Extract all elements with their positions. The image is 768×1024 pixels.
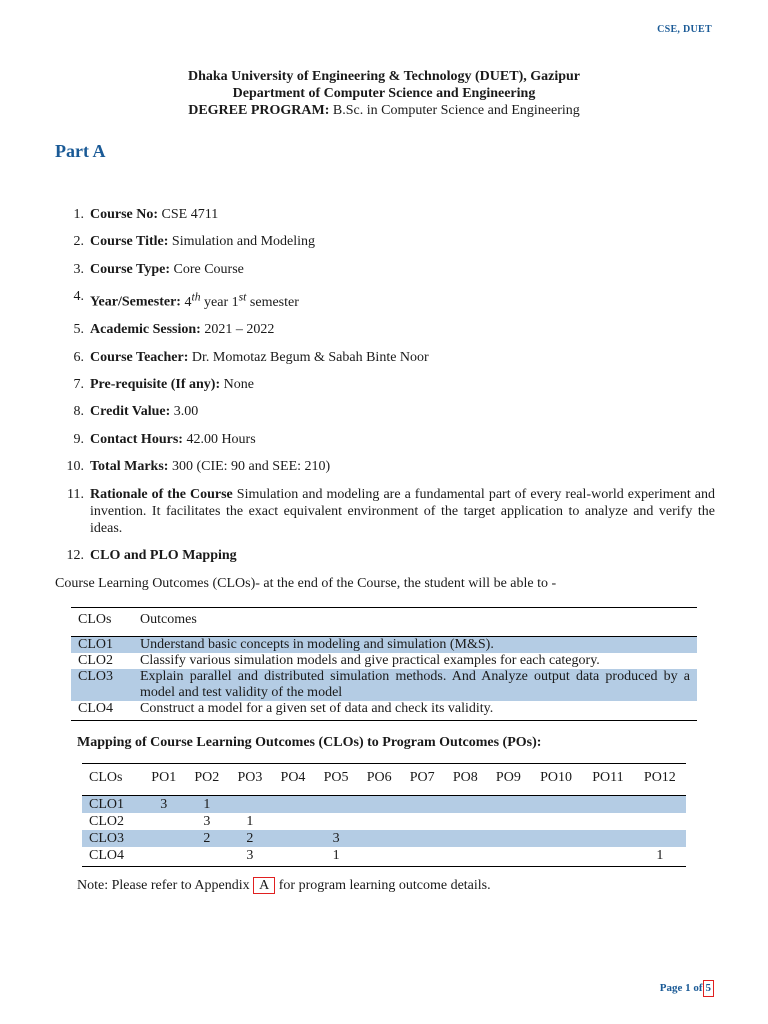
- item-label: Credit Value:: [90, 404, 171, 420]
- item-number: 6.: [73, 349, 84, 365]
- po-cell: [487, 796, 530, 814]
- item-label: Rationale of the Course: [90, 486, 233, 502]
- item-value: Core Course: [173, 261, 244, 277]
- po-header-cell: PO9: [487, 764, 530, 796]
- po-header-cell: PO7: [401, 764, 444, 796]
- list-item: [55, 376, 715, 393]
- po-cell: [185, 847, 228, 867]
- degree-value: B.Sc. in Computer Science and Engineering: [332, 103, 580, 118]
- department-name: Department of Computer Science and Engineering: [232, 86, 536, 101]
- table-row: [82, 813, 686, 830]
- university-name: Dhaka University of Engineering & Technology (DUET), Gazipur: [187, 69, 581, 84]
- po-cell: [444, 813, 487, 830]
- po-cell: CLO2: [89, 814, 124, 829]
- degree-program: [0, 102, 768, 119]
- clo-header-outcome: Outcomes: [133, 608, 697, 637]
- po-cell: [634, 830, 686, 847]
- item-number: 3.: [73, 261, 84, 277]
- item-number: 2.: [73, 234, 84, 250]
- po-cell: [358, 847, 401, 867]
- po-header-cell: CLOs: [82, 764, 142, 796]
- po-header-cell: PO11: [582, 764, 634, 796]
- clo-code: CLO1: [71, 637, 133, 654]
- item-number: 9.: [73, 431, 84, 447]
- po-cell: [142, 813, 185, 830]
- header-tag: CSE, DUET: [657, 24, 712, 35]
- po-cell: 3: [203, 814, 211, 829]
- po-cell: [582, 813, 634, 830]
- po-cell: [530, 796, 582, 814]
- degree-label: DEGREE PROGRAM:: [188, 103, 330, 118]
- table-row: [71, 653, 697, 669]
- clo-outcome: Understand basic concepts in modeling and simulation (M&S).: [133, 637, 697, 654]
- po-cell: [444, 847, 487, 867]
- item-value: CSE 4711: [161, 207, 219, 222]
- po-cell: [530, 813, 582, 830]
- clo-code: CLO3: [71, 669, 133, 701]
- course-info-list: [55, 206, 715, 574]
- po-cell: [315, 796, 358, 814]
- po-cell: [358, 830, 401, 847]
- po-cell: [634, 796, 686, 814]
- item-value: 4th year 1st semester: [184, 290, 299, 310]
- po-cell: [401, 847, 444, 867]
- po-cell: [444, 796, 487, 814]
- po-cell: CLO1: [82, 796, 142, 814]
- item-number: 5.: [73, 322, 84, 338]
- po-header-cell: PO3: [228, 764, 271, 796]
- po-cell: [582, 796, 634, 814]
- item-value: Simulation and Modeling: [171, 234, 316, 250]
- po-cell: [634, 813, 686, 830]
- po-cell: [142, 830, 185, 847]
- po-cell: [582, 830, 634, 847]
- po-header-cell: PO6: [358, 764, 401, 796]
- page-number: [660, 980, 714, 997]
- item-value: 42.00 Hours: [186, 431, 256, 447]
- po-cell: [487, 813, 530, 830]
- item-number: 4.: [73, 289, 84, 305]
- list-item: [55, 431, 715, 448]
- list-item: [55, 261, 715, 278]
- list-item: [55, 403, 715, 420]
- po-cell: 1: [246, 814, 254, 829]
- clo-outcome: Explain parallel and distributed simulation methods. And Analyze output data produced by a model and test validity of the model: [133, 669, 697, 701]
- po-cell: 3: [228, 847, 271, 867]
- item-label: Contact Hours:: [90, 431, 183, 447]
- po-cell: 1: [185, 796, 228, 814]
- po-cell: [271, 796, 314, 814]
- clo-code: CLO4: [71, 701, 133, 721]
- table-row: [82, 830, 686, 847]
- page-prefix: Page 1 of: [659, 982, 703, 994]
- title-block: [0, 68, 768, 119]
- appendix-link[interactable]: A: [253, 877, 275, 894]
- mapping-caption: Mapping of Course Learning Outcomes (CLOs) to Program Outcomes (POs):: [77, 735, 542, 750]
- clo-code: CLO2: [78, 653, 113, 668]
- appendix-note: [77, 877, 491, 894]
- item-number: 1.: [73, 207, 84, 222]
- po-cell: CLO4: [82, 847, 142, 867]
- list-item: [55, 321, 715, 338]
- table-row: [71, 637, 697, 654]
- item-label: Course Teacher:: [90, 349, 189, 365]
- list-item: [55, 349, 715, 366]
- po-cell: 1: [315, 847, 358, 867]
- item-label: CLO and PLO Mapping: [90, 547, 237, 563]
- po-cell: [444, 830, 487, 847]
- po-cell: 3: [315, 830, 358, 847]
- po-cell: 2: [228, 830, 271, 847]
- po-header-cell: PO8: [444, 764, 487, 796]
- list-item: [55, 206, 715, 223]
- item-value: Simulation and modeling are a fundamental part of every real-world experiment and invention. It facilitates the exact equivalent environment of the target application to analyze and verify the ideas.: [90, 486, 715, 536]
- table-row: [71, 701, 697, 721]
- clo-outcome: Construct a model for a given set of data and check its validity.: [133, 701, 697, 721]
- item-number: 8.: [73, 404, 84, 420]
- po-cell: [530, 847, 582, 867]
- table-row: [82, 847, 686, 867]
- po-cell: [358, 796, 401, 814]
- po-cell: [530, 830, 582, 847]
- item-label: Pre-requisite (If any):: [90, 377, 221, 392]
- po-header-cell: PO4: [271, 764, 314, 796]
- list-item: [55, 486, 715, 537]
- item-value: None: [223, 377, 254, 392]
- po-header-cell: PO10: [530, 764, 582, 796]
- list-item: [55, 233, 715, 250]
- item-label: Academic Session:: [90, 322, 201, 338]
- last-page-link[interactable]: 5: [703, 980, 715, 997]
- po-cell: [401, 796, 444, 814]
- item-label: Course No:: [90, 207, 159, 222]
- item-number: 12.: [66, 547, 84, 563]
- table-row: [82, 796, 686, 814]
- po-cell: [582, 847, 634, 867]
- item-number: 11.: [67, 486, 84, 502]
- po-cell: 2: [185, 830, 228, 847]
- po-cell: CLO3: [82, 830, 142, 847]
- po-header-cell: PO1: [142, 764, 185, 796]
- clo-table: [71, 607, 697, 721]
- po-cell: [271, 813, 314, 830]
- table-row: [71, 669, 697, 701]
- item-label: Course Type:: [90, 261, 170, 277]
- note-text-after: for program learning outcome details.: [278, 878, 491, 893]
- item-value: 3.00: [173, 404, 199, 420]
- po-header-row: [82, 764, 686, 796]
- list-item: [55, 547, 715, 564]
- part-title: Part A: [55, 141, 106, 161]
- list-item: [55, 458, 715, 475]
- note-text-before: Note: Please refer to Appendix: [77, 878, 250, 893]
- po-cell: [401, 813, 444, 830]
- item-value: Dr. Momotaz Begum & Sabah Binte Noor: [191, 349, 429, 365]
- item-value: 300 (CIE: 90 and SEE: 210): [171, 459, 331, 475]
- list-item: [55, 288, 715, 311]
- po-cell: [487, 830, 530, 847]
- po-cell: [271, 847, 314, 867]
- item-label: Course Title:: [90, 234, 169, 250]
- po-cell: [401, 830, 444, 847]
- item-number: 10.: [66, 459, 84, 475]
- item-number: 7.: [73, 377, 84, 392]
- clo-intro: Course Learning Outcomes (CLOs)- at the end of the Course, the student will be able to -: [55, 576, 557, 591]
- po-header-cell: PO2: [185, 764, 228, 796]
- po-cell: [228, 796, 271, 814]
- po-header-cell: PO5: [315, 764, 358, 796]
- po-cell: 1: [634, 847, 686, 867]
- item-value: 2021 – 2022: [204, 322, 275, 338]
- po-header-cell: PO12: [634, 764, 686, 796]
- po-cell: [358, 813, 401, 830]
- po-mapping-table: [82, 763, 686, 867]
- item-label: Total Marks:: [90, 459, 169, 475]
- po-cell: [271, 830, 314, 847]
- po-cell: [315, 813, 358, 830]
- item-label: Year/Semester:: [90, 294, 181, 310]
- po-cell: [142, 847, 185, 867]
- clo-header-code: CLOs: [71, 608, 133, 637]
- clo-outcome: Classify various simulation models and give practical examples for each category.: [140, 653, 600, 668]
- po-cell: 3: [142, 796, 185, 814]
- po-cell: [487, 847, 530, 867]
